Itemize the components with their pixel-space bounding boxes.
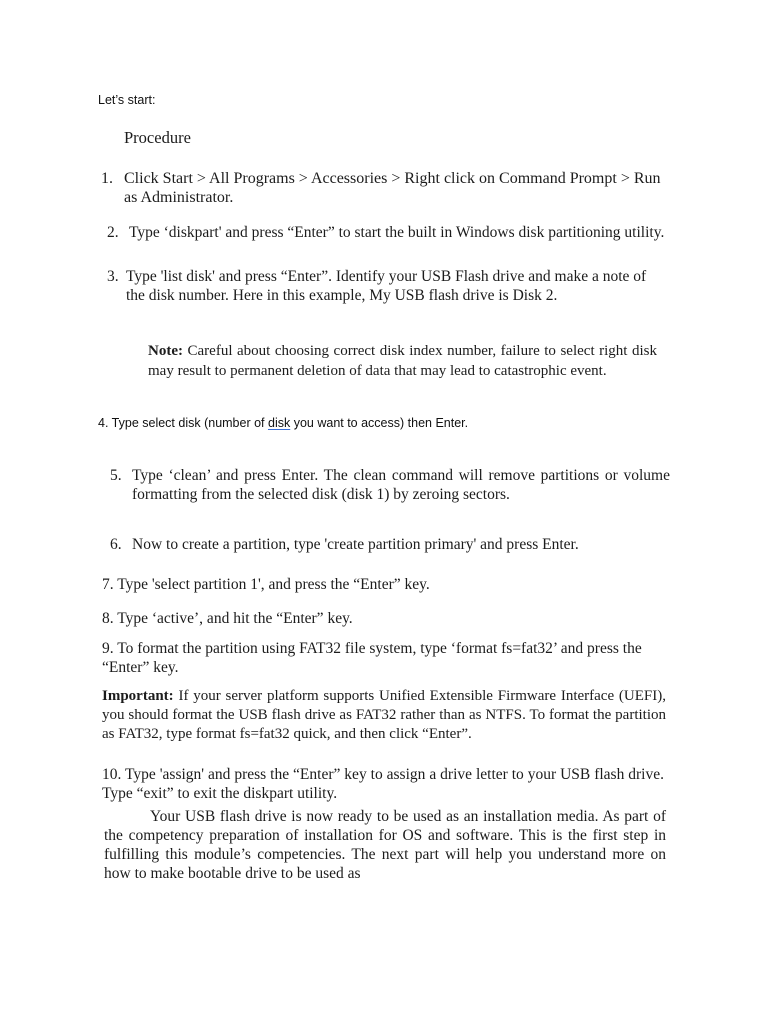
step-2-text: Type ‘diskpart' and press “Enter” to start the built in Windows disk partitioning utility. xyxy=(129,224,665,241)
important-label: Important: xyxy=(102,688,174,704)
step-7: 7. Type 'select partition 1', and press the “Enter” key. xyxy=(102,576,430,593)
step-5 xyxy=(110,466,670,504)
step-1 xyxy=(101,169,661,207)
step-8: 8. Type ‘active’, and hit the “Enter” key. xyxy=(102,610,353,627)
step-5-number: 5. xyxy=(110,467,122,484)
step-6-number: 6. xyxy=(110,536,122,553)
procedure-heading: Procedure xyxy=(124,128,191,147)
step-2 xyxy=(107,223,667,242)
note-label: Note: xyxy=(148,343,183,359)
step-10: 10. Type 'assign' and press the “Enter” key to assign a drive letter to your USB flash drive. Type “exit” to exit the diskpart utility. xyxy=(102,766,664,802)
step-5-text: Type ‘clean’ and press Enter. The clean command will remove partitions or volume formatting from the selected disk (disk 1) by zeroing sectors. xyxy=(132,467,670,503)
step-3 xyxy=(107,267,667,305)
step-4 xyxy=(98,416,468,430)
step-1-number: 1. xyxy=(101,170,113,187)
step-4-pre: 4. Type select disk (number of xyxy=(98,416,268,430)
closing-paragraph: Your USB flash drive is now ready to be used as an installation media. As part of the competency preparation of installation for OS and software. This is the first step in fulfilling this module’s competencies. The next part will help you understand more on how to make bootable drive to be used as xyxy=(104,808,666,882)
step-3-text: Type 'list disk' and press “Enter”. Identify your USB Flash drive and make a note of the disk number. Here in this example, My USB flash drive is Disk 2. xyxy=(126,268,647,304)
step-4-post: you want to access) then Enter. xyxy=(290,416,469,430)
step-1-text: Click Start > All Programs > Accessories > Right click on Command Prompt > Run as Administrator. xyxy=(124,170,661,206)
step-6 xyxy=(110,535,670,554)
intro-text: Let’s start: xyxy=(98,93,156,107)
important-text: If your server platform supports Unified Extensible Firmware Interface (UEFI), you should format the USB flash drive as FAT32 rather than as NTFS. To format the partition as FAT32, type format fs=fat32 quick, and then click “Enter”. xyxy=(102,688,666,742)
step-4-link: disk xyxy=(268,416,291,430)
step-2-number: 2. xyxy=(107,224,119,241)
step-6-text: Now to create a partition, type 'create partition primary' and press Enter. xyxy=(132,536,579,553)
important-paragraph xyxy=(102,687,666,744)
note-paragraph xyxy=(148,341,657,381)
step-3-number: 3. xyxy=(107,268,119,285)
step-9: 9. To format the partition using FAT32 file system, type ‘format fs=fat32’ and press the “Enter” key. xyxy=(102,640,642,676)
note-text: Careful about choosing correct disk index number, failure to select right disk may result to permanent deletion of data that may lead to catastrophic event. xyxy=(148,343,657,379)
